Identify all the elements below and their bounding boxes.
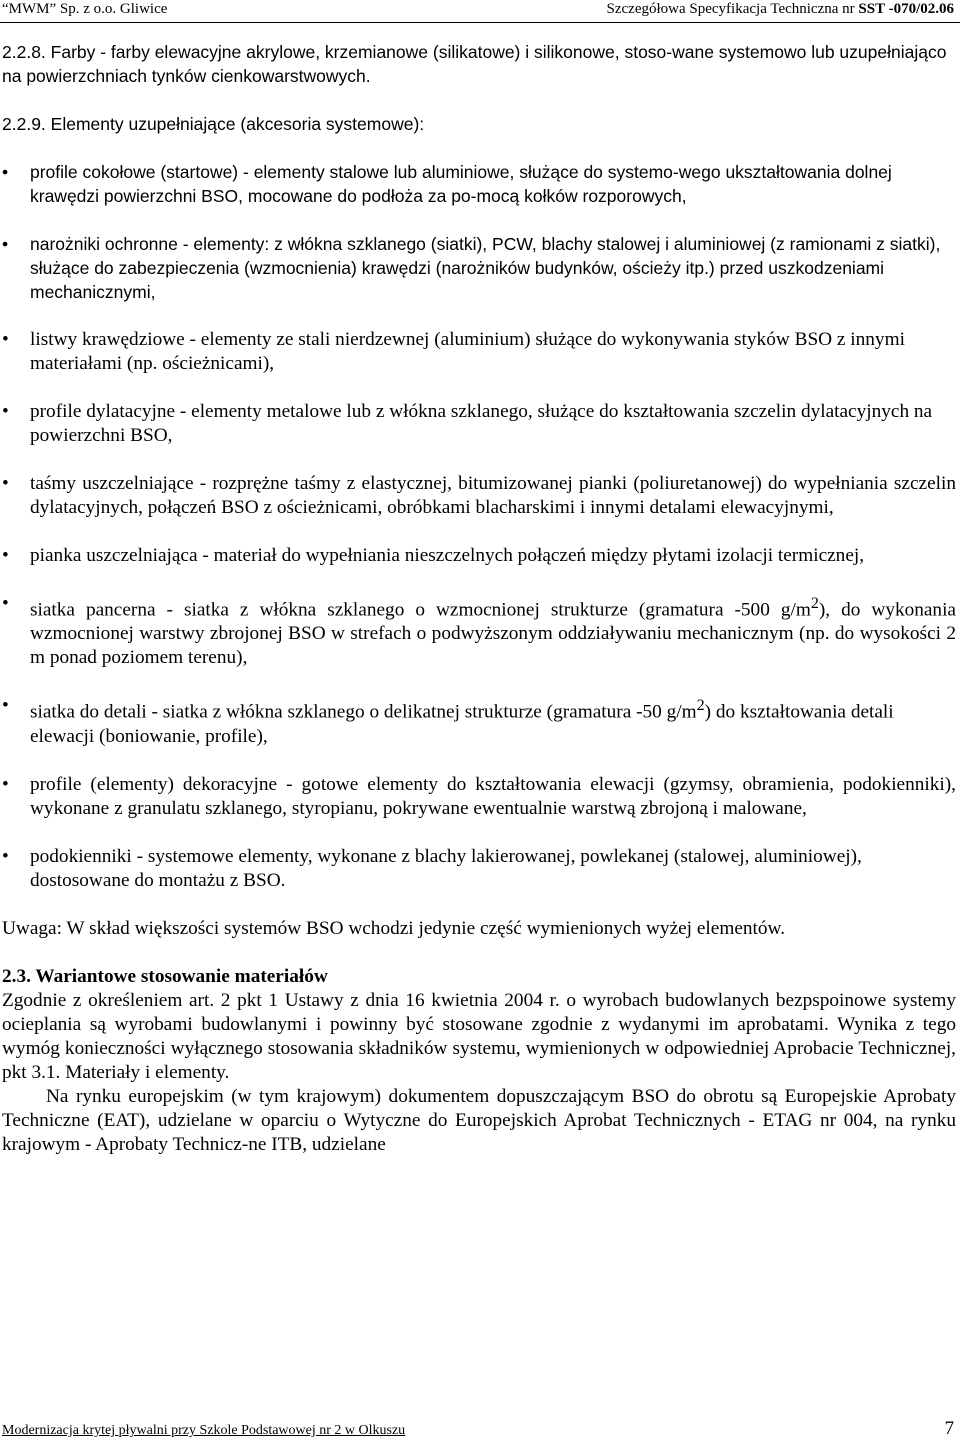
document-body xyxy=(2,40,956,1157)
bullet-item xyxy=(2,845,956,893)
bullet-icon: • xyxy=(2,234,9,254)
page-header xyxy=(0,0,960,23)
bullet-text: pianka uszczelniająca - materiał do wypełniania nieszczelnych połączeń między płytami izolacji termicznej, xyxy=(30,545,865,566)
header-company: “MWM” Sp. z o.o. Gliwice xyxy=(2,1,168,17)
section-2-2-9-heading: 2.2.9. Elementy uzupełniające (akcesoria systemowe): xyxy=(2,114,425,134)
bullet-item-siatka-pancerna xyxy=(2,592,956,670)
bullet-icon: • xyxy=(2,773,9,795)
bullet-text-part: siatka do detali - siatka z włókna szklanego o delikatnej strukturze (gramatura -50 g/m xyxy=(30,701,697,723)
page-number: 7 xyxy=(944,1418,954,1439)
section-2-3-paragraph-2: Na rynku europejskim (w tym krajowym) dokumentem dopuszczającym BSO do obrotu są Europejskie Aprobaty Techniczne (EAT), udzielane w oparciu o Wytyczne do Europejskich Aprobat Technicznych - ETAG nr 004, na rynku krajowym - Aprobaty Technicz-ne ITB, udzielane xyxy=(2,1085,956,1155)
page-footer xyxy=(2,1418,954,1442)
bullet-text: profile (elementy) dekoracyjne - gotowe elementy do kształtowania elewacji (gzymsy, obramienia, podokienniki), wykonane z granulatu szklanego, styropianu, pokrywane ewentualnie warstwą zbrojoną i malowane, xyxy=(30,773,956,819)
bullet-icon: • xyxy=(2,473,9,494)
bullet-text-part: siatka pancerna - siatka z włókna szklanego o wzmocnionej strukturze (gramatura -500 g/m xyxy=(30,599,811,621)
header-spec xyxy=(607,0,954,19)
bullet-item-siatka-detale xyxy=(2,694,956,748)
section-2-3-paragraph-1: Zgodnie z określeniem art. 2 pkt 1 Ustawy z dnia 16 kwietnia 2004 r. o wyrobach budowlanych bezpspoinowe systemy ocieplania są wyrobami budowlanymi i powinny być stosowane zgodnie z wydanymi im aprobatami. Wynika z tego wymóg konieczności wyłącznego stosowania składników systemu, wymienionych w odpowiedniej Aprobacie Technicznej, pkt 3.1. Materiały i elementy. xyxy=(2,989,956,1083)
bullet-text: listwy krawędziowe - elementy ze stali nierdzewnej (aluminium) służące do wykonywania styków BSO z innymi materiałami (np. ościeżnicami), xyxy=(30,329,905,374)
header-spec-label: Szczegółowa Specyfikacja Techniczna nr xyxy=(606,1,855,17)
bullet-text: profile cokołowe (startowe) - elementy stalowe lub aluminiowe, służące do systemo-wego ukształtowania dolnej krawędzi powierzchni BSO, mocowane do podłoża za po-mocą kołków rozporowych, xyxy=(30,162,892,206)
bullet-icon: • xyxy=(2,695,9,717)
section-2-2-8: 2.2.8. Farby - farby elewacyjne akrylowe, krzemianowe (silikatowe) i silikonowe, stoso-wane systemowo lub uzupełniająco na powierzchniach tynków cienkowarstwowych. xyxy=(2,42,947,86)
bullet-text-part: ), do wykonania wzmocnionej warstwy zbrojonej BSO w strefach o podwyższonym oddziaływaniu mechanicznym (np. do wysokości 2 m ponad poziomem terenu), xyxy=(30,599,956,669)
bullet-text: taśmy uszczelniające - rozprężne taśmy z elastycznej, bitumizowanej pianki (poliuretanowej) do wypełniania szczelin dylatacyjnych, połączeń BSO z ościeżnicami, obróbkami blacharskimi i innymi detalami elewacyjnymi, xyxy=(30,473,956,518)
bullet-icon: • xyxy=(2,401,9,422)
bullet-icon: • xyxy=(2,545,9,566)
bullet-item xyxy=(2,232,956,304)
superscript: 2 xyxy=(810,595,819,612)
bullet-text: profile dylatacyjne - elementy metalowe lub z włókna szklanego, służące do kształtowania szczelin dylatacyjnych na powierzchni BSO, xyxy=(30,401,933,446)
bullet-item xyxy=(2,773,956,821)
bullet-text: narożniki ochronne - elementy: z włókna szklanego (siatki), PCW, blachy stalowej i aluminiowej (z ramionami z siatki), służące do zabezpieczenia (wzmocnienia) krawędzi (narożników budynków, ościeży itp.) przed uszkodzeniami mechanicznymi, xyxy=(30,234,941,302)
bullet-icon: • xyxy=(2,162,9,182)
bullet-icon: • xyxy=(2,845,9,867)
superscript: 2 xyxy=(696,697,705,715)
bullet-icon: • xyxy=(2,593,9,614)
bullet-item xyxy=(2,544,956,568)
bullet-item xyxy=(2,472,956,520)
section-2-3-title: 2.3. Wariantowe stosowanie materiałów xyxy=(2,965,328,987)
bullet-item xyxy=(2,400,956,448)
header-spec-number: SST -070/02.06 xyxy=(858,1,954,17)
bullet-item xyxy=(2,328,956,376)
bullet-icon: • xyxy=(2,329,9,350)
bullet-text-part: ) do kształtowania detali elewacji (boniowanie, profile), xyxy=(30,701,894,747)
bullet-text: podokienniki - systemowe elementy, wykonane z blachy lakierowanej, powlekanej (stalowej, aluminiowej), dostosowane do montażu z BSO. xyxy=(30,845,862,891)
bullet-item xyxy=(2,160,956,208)
uwaga-note: Uwaga: W skład większości systemów BSO wchodzi jedynie część wymienionych wyżej elementów. xyxy=(2,917,786,939)
footer-project: Modernizacja krytej pływalni przy Szkole Podstawowej nr 2 w Olkuszu xyxy=(2,1423,406,1438)
